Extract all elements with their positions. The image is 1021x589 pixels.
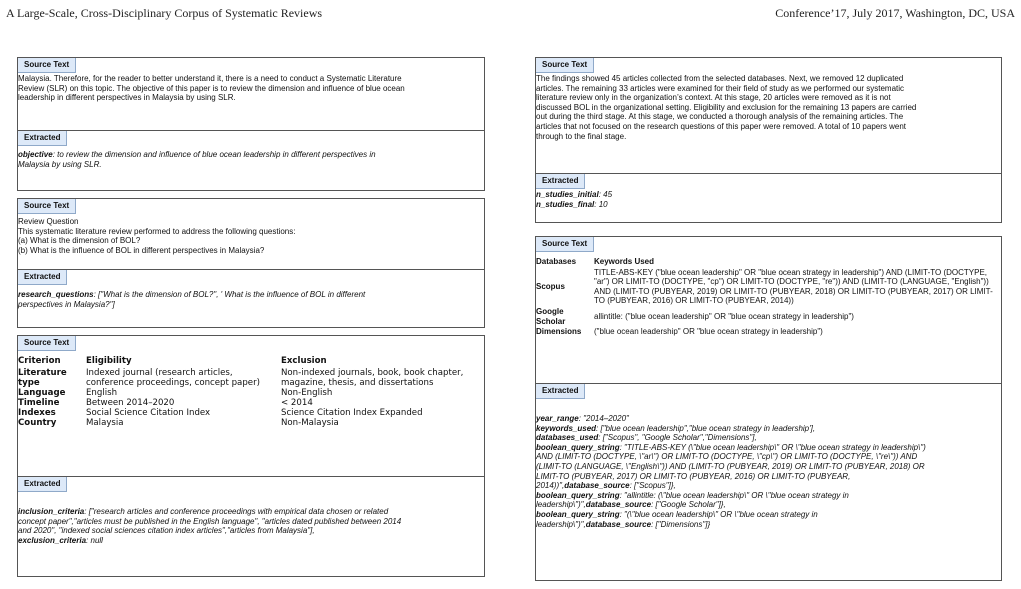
table-header-exclusion: Exclusion [281,356,327,366]
right-box-keywords [535,236,1002,581]
source-text: Malaysia. Therefore, for the reader to better understand it, there is a need to conduct a Systematic Literature Review (SLR) on this topic. The objective of this paper is to review the dimension and influence of blue ocean leadership in different perspectives in Malaysia by using SLR. [18,74,405,103]
table-row: Indexes Social Science Citation Index Science Citation Index Expanded [18,408,423,418]
extracted-text: n_studies_initial: 45 n_studies_final: 10 [536,190,613,209]
left-box-research-questions [17,198,485,328]
extracted-tag: Extracted [536,384,585,399]
extracted-section [18,130,484,190]
source-section [536,237,1001,383]
table-row: Literature type Indexed journal (research articles, conference proceedings, concept paper) Non-indexed journals, book, book chapter, magazine, thesis, and dissertations [18,368,464,388]
source-section [18,199,484,269]
extracted-section [536,173,1001,222]
extracted-text: inclusion_criteria: ["research articles and conference proceedings with empirical data chosen or related concept paper","articles must be published in the English language", "articles dated published between 2014 and 2020", "indexed social sciences citation index articles","articles from Malaysia"], exclusion_criteria: null [18,507,402,545]
running-header-venue: Conference’17, July 2017, Washington, DC, USA [775,6,1015,20]
table-header-keywords: Keywords Used [594,257,655,266]
extracted-text: objective: to review the dimension and influence of blue ocean leadership in different perspectives in Malaysia by using SLR. [18,150,376,169]
table-row: Google Scholar allintitle: ("blue ocean leadership" OR "blue ocean strategy in leadership") [536,306,854,326]
table-row: Dimensions ("blue ocean leadership" OR "blue ocean strategy in leadership") [536,327,823,337]
table-header-eligibility: Eligibility [86,356,132,366]
extracted-tag: Extracted [18,131,67,146]
source-section [18,336,484,476]
extracted-tag: Extracted [18,477,67,492]
extracted-text: research_questions: ["What is the dimension of BOL?", ' What is the influence of BOL in different perspectives in Malaysia?"] [18,290,366,309]
source-text-tag: Source Text [18,58,76,73]
source-text-tag: Source Text [18,336,76,351]
table-row: Country Malaysia Non-Malaysia [18,418,339,428]
extracted-tag: Extracted [536,174,585,189]
left-box-criteria [17,335,485,577]
source-text-tag: Source Text [18,199,76,214]
table-header-databases: Databases [536,257,577,266]
extracted-text: year_range: "2014–2020" keywords_used: ["blue ocean leadership","blue ocean strategy in leadership'], databases_used: ["Scopus", "Google Scholar","Dimensions"], boolean_query_string: "TITLE-ABS-KEY (\"blue ocean leadership\" OR \"blue ocean strategy in leadership\") AND (LIMIT-TO (DOCTYPE, \"ar\") OR LIMIT-TO (DOCTYPE, \"cp\") OR LIMIT-TO (DOCTYPE, \"re\")) AND (LIMIT-TO (LANGUAGE, \"English\")) AND (LIMIT-TO (PUBYEAR, 2019) OR LIMIT-TO (PUBYEAR, 2018) OR LIMIT-TO (PUBYEAR, 2017) OR LIMIT-TO (PUBYEAR, 2016) OR LIMIT-TO (PUBYEAR, 2014))",database_source: ["Scopus"]}, boolean_query_string: "allintitle: (\"blue ocean leadership\" OR \"blue ocean strategy in leadership\")",database_source: ["Google Scholar"]}, boolean_query_string: "(\"blue ocean leadership\" OR \"blue ocean strategy in leadership\")",database_source: ["Dimensions"]} [536,414,926,529]
extracted-section [536,383,1001,580]
table-header-criterion: Criterion [18,356,61,366]
left-box-objective [17,57,485,191]
source-text: The findings showed 45 articles collected from the selected databases. Next, we removed 12 duplicated articles. The remaining 33 articles were examined for their field of study as we performed our systematic literature review only in the organization’s context. At this stage, 20 articles were removed as it is not discussed BOL in the organizational setting. Eligibility and exclusion for the remaining 13 papers are carried out during the third stage. At this stage, we conducted a thorough analysis of the remaining articles. The articles that not focused on the research questions of this paper were removed. A total of 10 papers went through to the final stage. [536,74,917,141]
running-header-title: A Large-Scale, Cross-Disciplinary Corpus of Systematic Reviews [6,6,323,20]
source-section [18,58,484,130]
table-row: Timeline Between 2014–2020 < 2014 [18,398,313,408]
extracted-section [18,476,484,576]
source-text-tag: Source Text [536,237,594,252]
extracted-section [18,269,484,327]
extracted-tag: Extracted [18,270,67,285]
source-text-tag: Source Text [536,58,594,73]
source-section [536,58,1001,173]
source-text: Review Question This systematic literature review performed to address the following questions: (a) What is the dimension of BOL? (b) What is the influence of BOL in different perspectives in Malaysia? [18,217,296,255]
table-row: Language English Non-English [18,388,333,398]
right-box-study-counts [535,57,1002,223]
criteria-table [18,356,480,428]
table-row: Scopus TITLE-ABS-KEY ("blue ocean leadership" OR "blue ocean strategy in leadership") AND (LIMIT-TO (DOCTYPE, "ar") OR LIMIT-TO (DOCTYPE, "cp") OR LIMIT-TO (DOCTYPE, "re")) AND (LIMIT-TO (LANGUAGE, "English")) AND (LIMIT-TO (PUBYEAR, 2019) OR LIMIT-TO (PUBYEAR, 2018) OR LIMIT-TO (PUBYEAR, 2017) OR LIMIT-TO (PUBYEAR, 2016) OR LIMIT-TO (PUBYEAR, 2014)) [536,267,993,306]
keywords-table [536,257,998,338]
